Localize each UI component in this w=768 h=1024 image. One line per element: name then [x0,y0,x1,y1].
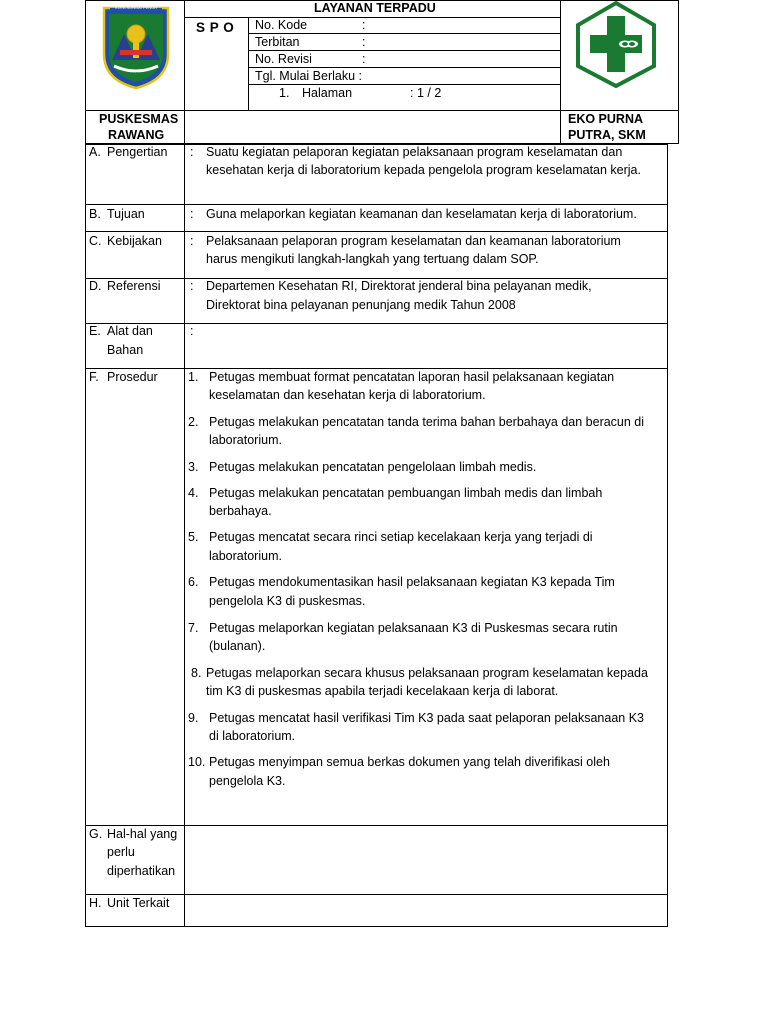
section-d-line1: Departemen Kesehatan RI, Direktorat jenderal bina pelayanan medik, [206,279,592,293]
section-g-label-line1: Hal-hal yang [107,827,178,841]
procedure-line1: Petugas melaporkan secara khusus pelaksanaan program keselamatan kepada [206,666,648,680]
section-a-letter: A. [89,145,101,159]
procedure-line2: laboratorium. [209,433,282,447]
procedure-number: 2. [188,415,199,429]
procedure-number: 3. [188,460,199,474]
field-label-tgl: Tgl. Mulai Berlaku : [255,69,362,83]
org-name-line2: RAWANG [108,128,165,142]
section-c-label: Kebijakan [107,234,162,248]
procedure-line1: Petugas membuat format pencatatan laporan hasil pelaksanaan kegiatan [209,370,615,384]
procedure-line2: tim K3 di puskesmas apabila terjadi kecelakaan kerja di laborat. [206,684,559,698]
section-f-letter: F. [89,370,99,384]
head-name-line1: EKO PURNA [568,112,644,126]
city-emblem-logo [100,4,172,90]
procedure-line2: (bulanan). [209,639,266,653]
section-b-text: Guna melaporkan kegiatan keamanan dan keselamatan kerja di laboratorium. [206,207,637,221]
logo-top-text: KOTA SUNGAI PENUH [115,5,157,10]
section-g-label-line3: diperhatikan [107,864,176,878]
head-name-line2: PUTRA, SKM [568,128,646,142]
section-d-label: Referensi [107,279,161,293]
section-e-label-line2: Bahan [107,343,144,357]
field-label-kode: No. Kode [255,18,308,32]
procedure-line1: Petugas melakukan pencatatan tanda terima bahan berbahaya dan beracun di [209,415,645,429]
section-h-letter: H. [89,896,102,910]
procedure-number: 5. [188,530,199,544]
section-g-label-line2: perlu [107,845,135,859]
procedure-number: 8. [191,666,202,680]
procedure-number: 1. [188,370,199,384]
section-d-line2: Direktorat bina pelayanan penunjang medik Tahun 2008 [206,298,516,312]
page-label: Halaman [302,86,353,100]
section-e-sep: : [190,324,194,338]
procedure-line1: Petugas mencatat hasil verifikasi Tim K3 pada saat pelaporan pelaksanaan K3 [209,711,644,725]
page-number-index: 1. [279,86,290,100]
section-c-text: Pelaksanaan pelaporan program keselamatan dan keamanan laboratorium harus mengikuti langkah-langkah yang tertuang dalam SOP. [206,234,621,266]
section-e-label-line1: Alat dan [107,324,153,338]
procedure-line1: Petugas mencatat secara rinci setiap kecelakaan kerja yang terjadi di [209,530,593,544]
field-sep-terbitan: : [362,35,366,49]
spo-label: S P O [196,20,235,35]
procedure-number: 4. [188,486,199,500]
section-b-letter: B. [89,207,101,221]
procedure-number: 10. [188,755,206,769]
procedure-line1: Petugas melaporkan kegiatan pelaksanaan K3 di Puskesmas secara rutin [209,621,618,635]
procedure-number: 9. [188,711,199,725]
section-h-label: Unit Terkait [107,896,170,910]
section-a-sep: : [190,145,194,159]
section-b-sep: : [190,207,194,221]
page-value: : 1 / 2 [410,86,442,100]
section-b-label: Tujuan [107,207,145,221]
procedure-line2: pengelola K3. [209,774,286,788]
field-label-terbitan: Terbitan [255,35,300,49]
procedure-line2: laboratorium. [209,549,282,563]
section-g-letter: G. [89,827,103,841]
service-title: LAYANAN TERPADU [314,1,436,15]
procedure-line2: berbahaya. [209,504,272,518]
org-name-line1: PUSKESMAS [99,112,179,126]
section-c-letter: C. [89,234,102,248]
procedure-line2: pengelola K3 di puskesmas. [209,594,366,608]
section-a-text: Suatu kegiatan pelaporan kegiatan pelaksanaan program keselamatan dan kesehatan kerja di laboratorium kepada pengelola program keselamatan kerja. [206,145,641,177]
field-sep-revisi: : [362,52,366,66]
field-label-revisi: No. Revisi [255,52,312,66]
section-d-letter: D. [89,279,102,293]
procedure-line1: Petugas melakukan pencatatan pengelolaan limbah medis. [209,460,537,474]
section-e-letter: E. [89,324,101,338]
section-f-label: Prosedur [107,370,158,384]
section-d-sep: : [190,279,194,293]
procedure-line1: Petugas melakukan pencatatan pembuangan limbah medis dan limbah [209,486,603,500]
logo-bottom-text: SAKTI ALAM KERINCI [120,71,152,75]
section-c-sep: : [190,234,194,248]
procedure-line1: Petugas menyimpan semua berkas dokumen yang telah diverifikasi oleh [209,755,610,769]
section-a-label: Pengertian [107,145,168,159]
puskesmas-logo [572,0,660,88]
procedure-number: 7. [188,621,199,635]
procedure-line2: keselamatan dan kesehatan kerja di laboratorium. [209,388,486,402]
field-sep-kode: : [362,18,366,32]
procedure-line1: Petugas mendokumentasikan hasil pelaksanaan kegiatan K3 kepada Tim [209,575,615,589]
procedure-line2: di laboratorium. [209,729,296,743]
procedure-number: 6. [188,575,199,589]
